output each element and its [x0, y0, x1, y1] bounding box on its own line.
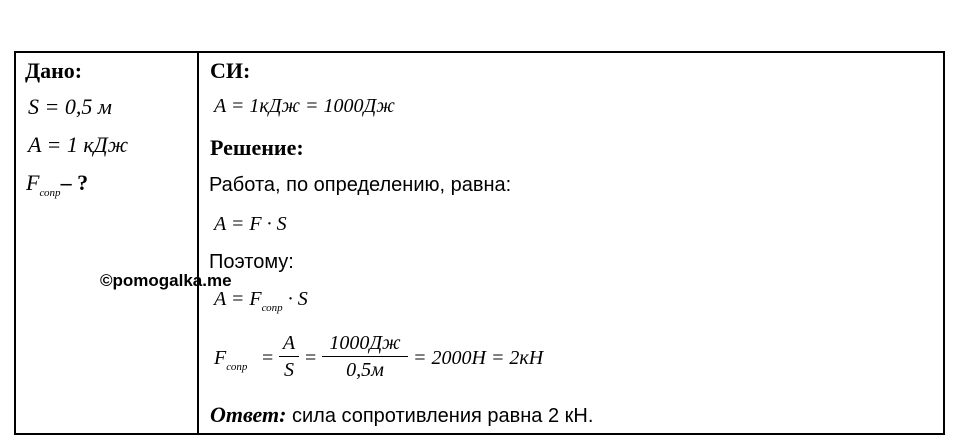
formula2-rhs: · S	[282, 288, 308, 310]
given-unknown-force	[26, 170, 89, 199]
watermark: ©pomogalka.me	[100, 271, 232, 290]
given-heading: Дано:	[25, 58, 83, 83]
fraction-a-over-s	[279, 333, 299, 380]
fraction-1000-over-05	[322, 333, 408, 380]
solution-heading: Решение:	[210, 135, 304, 160]
formula3-result: = 2000H = 2кН	[413, 347, 544, 369]
si-heading: СИ:	[210, 58, 251, 83]
formula3-f: F	[214, 347, 227, 369]
formula-work-resistance	[214, 288, 308, 314]
frac2-bar	[322, 356, 408, 357]
frac2-denominator: 0,5м	[346, 359, 384, 381]
unknown-mark: – ?	[60, 170, 89, 195]
solution-text-definition: Работа, по определению, равна:	[209, 174, 512, 196]
answer-line	[210, 404, 593, 426]
formula3-lhs	[214, 347, 248, 373]
given-distance: S = 0,5 м	[28, 94, 112, 119]
frac1-bar	[279, 356, 299, 357]
task-table	[14, 51, 945, 435]
given-work: A = 1 кДж	[28, 132, 129, 157]
formula3-eq2: =	[305, 347, 317, 369]
formula-work: A = F · S	[214, 213, 287, 235]
frac1-denominator: S	[284, 359, 294, 381]
formula2-lhs: A = F	[214, 288, 262, 310]
solution-text-therefore: Поэтому:	[209, 251, 294, 273]
force-symbol: F	[26, 170, 40, 195]
si-conversion: A = 1кДж = 1000Дж	[214, 95, 395, 117]
answer-label: Ответ:	[210, 402, 287, 427]
force-subscript: сопр	[39, 187, 61, 199]
frac1-numerator: A	[282, 332, 296, 354]
formula2-subscript: сопр	[261, 302, 283, 314]
frac2-numerator: 1000Дж	[329, 332, 401, 354]
formula3-subscript: сопр	[226, 361, 248, 373]
column-divider	[197, 51, 199, 435]
formula3-eq1: =	[262, 347, 274, 369]
answer-text: сила сопротивления равна 2 кН.	[291, 405, 594, 427]
